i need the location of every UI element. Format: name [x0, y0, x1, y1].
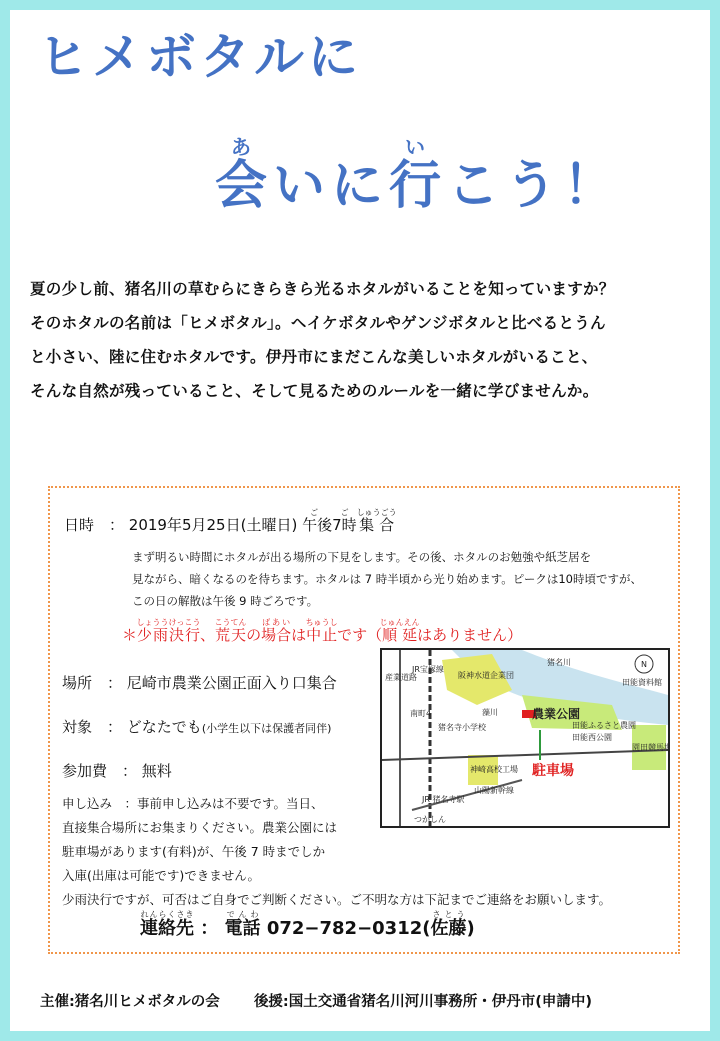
map-label-station: JR 猪名寺駅 [422, 795, 465, 804]
map-label-jr: JR宝塚線 [412, 665, 444, 674]
meeting-place: 場所 ： 尼崎市農業公園正面入り口集合 [62, 674, 337, 692]
contact-info: 連絡先れんらくさき ： 電話でんわ 072−782−0312(佐藤さとう) [140, 910, 475, 939]
title-line-2: 会あいに行いこう！ [215, 135, 622, 216]
access-map [380, 648, 670, 828]
intro-line: 夏の少し前、猪名川の草むらにきらきら光るホタルがいることを知っていますか？ [30, 280, 615, 298]
map-label-parking: 駐車場 [532, 763, 574, 779]
footer-sponsors [40, 990, 592, 1011]
map-label-kanzaki: 神崎高校工場 [470, 765, 518, 774]
datetime: 日時 ： 2019年5月25日(土曜日) 午後7時ごご集合しゅうごう [64, 508, 397, 534]
event-description: まず明るい時間にホタルが出る場所の下見をします。その後、ホタルのお勉強や紙芝居を 見ながら、暗くなるのを待ちます。ホタルは 7 時半頃から光り始めます。ピークは10時頃ですが、 この日の解散は午後 9 時ごろです。 [132, 550, 642, 608]
map-label-tanaka2: 田能ふるさと農園 [572, 721, 636, 730]
intro-line: そんな自然が残っていること、そして見るためのルールを一緒に学びませんか。 [30, 382, 599, 400]
application-info: 申し込み ：事前申し込みは不要です。当日、 直接集合場所にお集まりください。農業公園には 駐車場があります(有料)が、午後 7 時までしか 入庫(出庫は可能です)できません。 少雨決行ですが、可否はご自身でご判断ください。ご不明な方は下記までご連絡をお願いします。 [62, 796, 612, 907]
map-label-hanshin: 阪神水道企業団 [458, 671, 514, 680]
map-label-fujigawa: 藻川 [482, 708, 498, 717]
map-label-tanaka: 田能資料館 [622, 678, 662, 687]
flyer-sheet [10, 10, 710, 1031]
map-svg [382, 650, 668, 826]
map-label-nanko: 南町4 [410, 709, 432, 718]
map-label-sanyo: 山陽新幹線 [474, 786, 514, 795]
map-label-gakuen: 田能西公園 [572, 733, 612, 742]
map-label-farm: 農業公園 [532, 707, 581, 721]
map-label-ina: 猪名川 [547, 658, 571, 667]
host: 主催:猪名川ヒメボタルの会 [40, 994, 220, 1010]
title-line-1: ヒメボタルに [38, 28, 362, 86]
target-audience: 対象 ： どなたでも(小学生以下は保護者同伴) [62, 718, 332, 736]
event-details-box [48, 486, 680, 954]
map-label-keiba: 園田競馬場 [632, 743, 668, 752]
phone-number: 072−782−0312( [266, 918, 431, 939]
intro-line: と小さい、陸に住むホタルです。伊丹市にまだこんな美しいホタルがいること、 [30, 348, 598, 366]
rain-notice: ＊少雨決行しょううけっこう、荒天こうてんの場合ばあいは中止ちゅうしです（順延じゅんえんはありません） [122, 618, 523, 644]
intro-line: そのホタルの名前は「ヒメボタル」。ヘイケボタルやゲンジボタルと比べるとうん [30, 314, 606, 332]
map-label-road: 産業道路 [385, 673, 417, 682]
support: 後援:国土交通省猪名川河川事務所・伊丹市(申請中) [253, 994, 592, 1010]
intro-text [30, 272, 700, 408]
map-label-school: 猪名寺小学校 [438, 723, 486, 732]
map-label-tsukashin: つかしん [414, 815, 446, 824]
participation-fee: 参加費 ： 無料 [62, 762, 172, 780]
map-label-n: N [641, 660, 647, 669]
